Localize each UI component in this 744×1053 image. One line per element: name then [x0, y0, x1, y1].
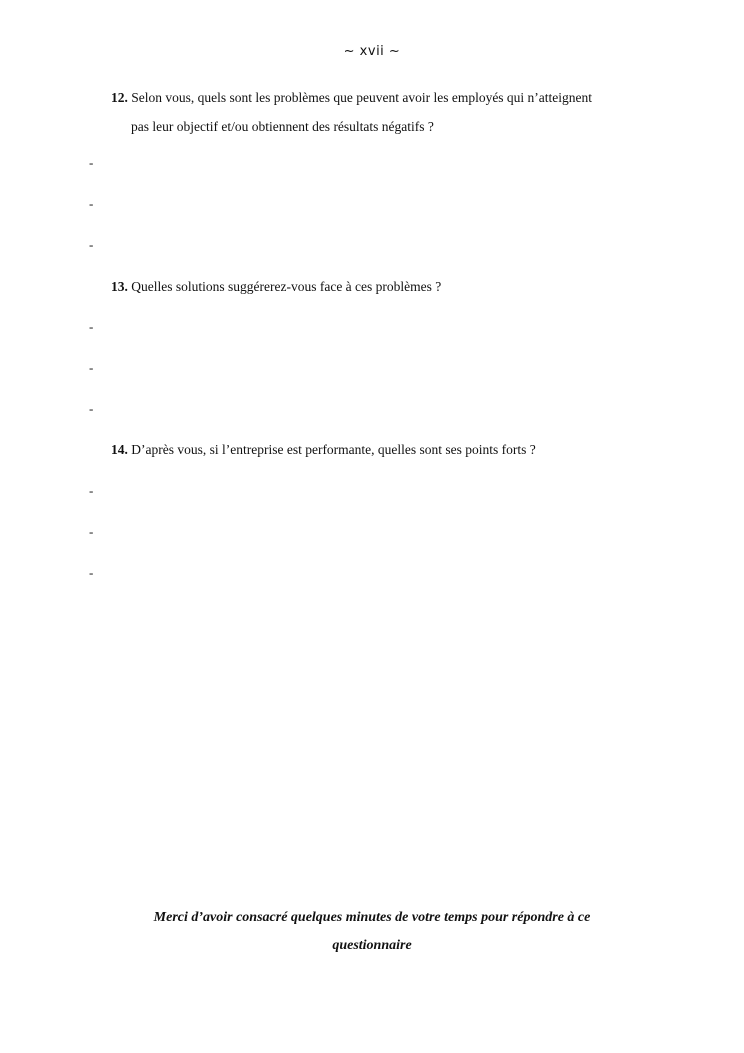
question-number: 13. — [111, 279, 128, 294]
closing-line-1: Merci d’avoir consacré quelques minutes de votre temps pour répondre à ce — [153, 910, 591, 925]
answer-dash: - — [89, 360, 94, 375]
question-text: D’après vous, si l’entreprise est performante, quelles sont ses points forts ? — [131, 442, 536, 457]
answer-dash: - — [89, 155, 94, 170]
answer-dash: - — [89, 565, 94, 580]
answer-dash: - — [89, 524, 94, 539]
question-number: 14. — [111, 442, 128, 457]
answer-dash: - — [89, 319, 94, 334]
question-13 — [111, 272, 671, 301]
answer-dash: - — [89, 483, 94, 498]
question-text: Selon vous, quels sont les problèmes que peuvent avoir les employés qui n’atteignent — [131, 90, 593, 105]
question-text-continuation: pas leur objectif et/ou obtiennent des résultats négatifs ? — [131, 119, 434, 134]
question-number: 12. — [111, 90, 128, 105]
answer-dash: - — [89, 237, 94, 252]
answer-dash: - — [89, 196, 94, 211]
page-number: ~ xvii ~ — [343, 44, 401, 59]
question-14 — [111, 435, 671, 464]
closing-line-2: questionnaire — [332, 938, 412, 953]
answer-dash: - — [89, 401, 94, 416]
question-text: Quelles solutions suggérerez-vous face à ces problèmes ? — [131, 279, 442, 294]
question-12 — [111, 83, 671, 141]
